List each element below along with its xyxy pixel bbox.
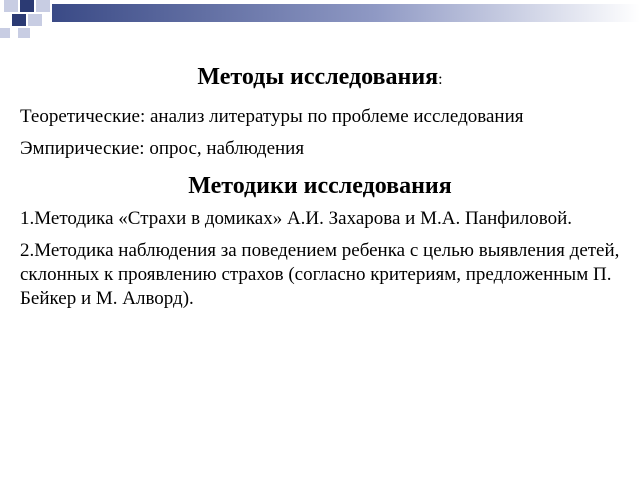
slide-content	[20, 62, 620, 319]
gradient-bar	[52, 4, 640, 22]
method-item-2: 2.Методика наблюдения за поведением ребенка с целью выявления детей, склонных к проявлению страхов (согласно критериям, предложенным П. Бейкер и М. Алворд).	[20, 240, 620, 309]
theoretical-methods: Теоретические: анализ литературы по проблеме исследования	[20, 106, 524, 127]
title-colon: :	[438, 71, 443, 88]
title-text: Методы исследования	[197, 64, 439, 90]
empirical-methods: Эмпирические: опрос, наблюдения	[20, 138, 305, 159]
square-pattern-icon	[0, 0, 50, 38]
slide-title	[20, 62, 620, 95]
header-decoration	[0, 0, 640, 40]
method-item-1: 1.Методика «Страхи в домиках» А.И. Захарова и М.А. Панфиловой.	[20, 208, 573, 229]
section-heading: Методики исследования	[188, 173, 452, 199]
